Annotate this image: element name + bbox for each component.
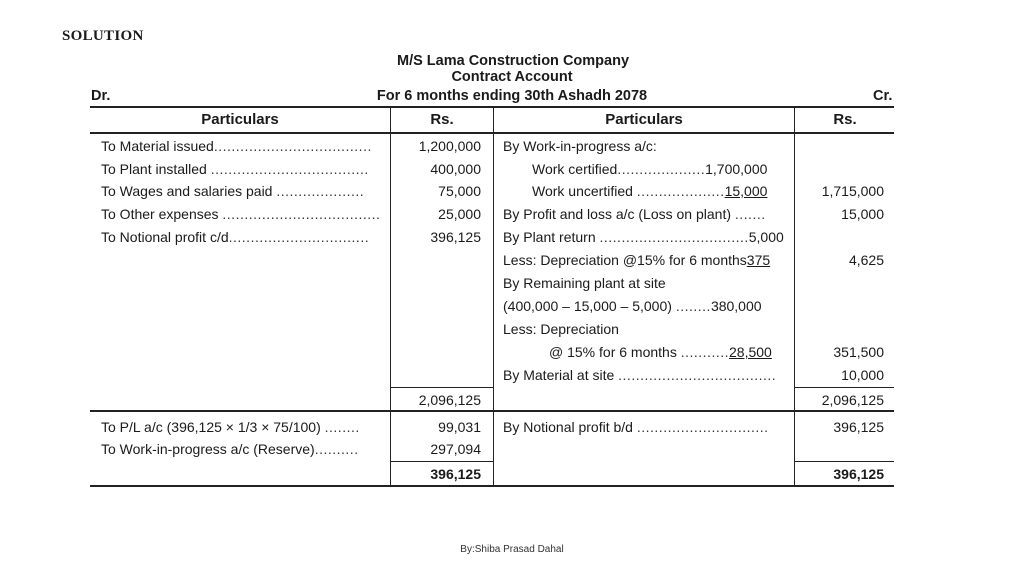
credit-row-remaining-plant: By Remaining plant at site [503,275,666,291]
credit-amount-pl-loss: 15,000 [841,206,884,222]
dr-amount-header: Rs. [430,111,454,128]
company-name: M/S Lama Construction Company [396,53,630,69]
cr-particulars-header: Particulars [605,111,683,128]
credit-row-less-depreciation-2: Less: Depreciation [503,321,619,337]
credit-total-2: 396,125 [833,466,884,482]
total-line-cr-top [795,387,894,388]
credit-row-work-uncertified: Work uncertified ....................15,000 [532,183,768,199]
table-top-border [90,106,894,108]
debit-row-pl-appropriation: To P/L a/c (396,125 × 1/3 × 75/100) ........ [101,419,360,435]
debit-row-other-expenses: To Other expenses .................................... [101,206,381,222]
total-line-dr-top [391,387,493,388]
debit-amount-pl-appropriation: 99,031 [438,419,481,435]
debit-row-notional-profit: To Notional profit c/d................................ [101,229,370,245]
total-line-2-dr-top [391,461,493,462]
credit-amount-remaining-net: 351,500 [833,344,884,360]
cr-amount-header: Rs. [833,111,857,128]
credit-total: 2,096,125 [821,392,884,408]
divider-cr-amount [794,107,795,487]
debit-row-material: To Material issued.................................... [101,138,372,154]
divider-center [493,107,494,487]
credit-row-work-certified: Work certified....................1,700,000 [532,161,768,177]
debit-amount-wages: 75,000 [438,183,481,199]
debit-total-2: 396,125 [430,466,481,482]
credit-amount-plant-return-net: 4,625 [848,252,884,268]
credit-row-depreciation-rate: @ 15% for 6 months ...........28,500 [549,344,772,360]
credit-amount-wip: 1,715,000 [821,183,884,199]
dr-label: Dr. [91,88,111,104]
account-title: Contract Account [451,69,573,85]
credit-amount-notional-profit-bd: 396,125 [833,419,884,435]
credit-row-less-depreciation: Less: Depreciation @15% for 6 months375 [503,252,771,268]
credit-row-wip: By Work-in-progress a/c: [503,138,657,154]
first-section-bottom-border [90,410,894,412]
debit-amount-plant: 400,000 [430,161,481,177]
cr-label: Cr. [873,88,893,104]
debit-amount-other-expenses: 25,000 [438,206,481,222]
credit-row-material-site: By Material at site .................................... [503,367,777,383]
credit-row-remaining-calc: (400,000 – 15,000 – 5,000) ........380,000 [503,298,762,314]
debit-row-wip-reserve: To Work-in-progress a/c (Reserve).......... [101,441,359,457]
divider-dr-amount [390,107,391,487]
total-line-2-cr-top [795,461,894,462]
credit-amount-material-site: 10,000 [841,367,884,383]
debit-row-wages: To Wages and salaries paid .................... [101,183,365,199]
table-bottom-border [90,485,894,487]
debit-row-plant: To Plant installed .................................... [101,161,369,177]
dr-particulars-header: Particulars [201,111,279,128]
account-period: For 6 months ending 30th Ashadh 2078 [376,88,648,104]
solution-heading: SOLUTION [62,28,144,44]
debit-amount-notional-profit: 396,125 [430,229,481,245]
credit-row-notional-profit-bd: By Notional profit b/d .............................. [503,419,769,435]
header-bottom-border [90,132,894,134]
credit-row-plant-return: By Plant return ..................................5,000 [503,229,784,245]
credit-row-pl-loss: By Profit and loss a/c (Loss on plant) ....... [503,206,766,222]
debit-amount-material: 1,200,000 [418,138,481,154]
author-footer: By:Shiba Prasad Dahal [460,544,564,555]
debit-total: 2,096,125 [418,392,481,408]
debit-amount-wip-reserve: 297,094 [430,441,481,457]
